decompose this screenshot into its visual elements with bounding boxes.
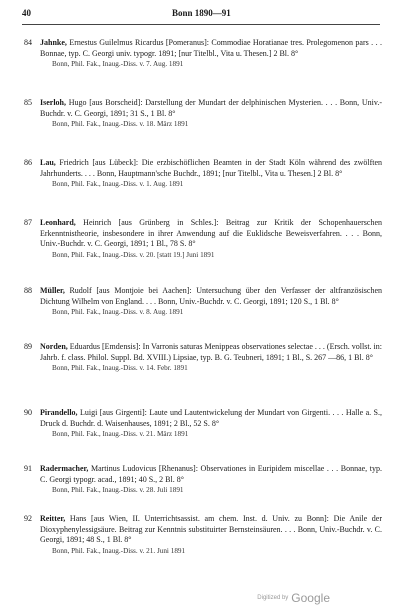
entry-number: 92 bbox=[24, 514, 32, 523]
entry-body bbox=[40, 98, 382, 119]
entry-number: 90 bbox=[24, 408, 32, 417]
entry-author: Leonhard, bbox=[40, 218, 76, 227]
entry-body bbox=[40, 286, 382, 307]
entry-body bbox=[40, 464, 382, 485]
entry-text: Ernestus Guilelmus Ricardus [Pomeranus]: Commodiae Horatianae tres. Prolegomenon pars . . . Bonnae, typ. C. Georgi univ. typogr. 1891; [nur Titelbl., Vita u. Thesen.] 2 Bl. 8° bbox=[40, 38, 382, 58]
entry-dissertation-note: Bonn, Phil. Fak., Inaug.-Diss. v. 28. Juli 1891 bbox=[52, 486, 184, 495]
entry-body bbox=[40, 514, 382, 546]
entry-91 bbox=[12, 464, 382, 495]
entry-dissertation-note: Bonn, Phil. Fak., Inaug.-Diss. v. 8. Aug. 1891 bbox=[52, 308, 184, 317]
entry-85 bbox=[12, 98, 382, 129]
entry-author: Pirandello, bbox=[40, 408, 78, 417]
entry-body bbox=[40, 408, 382, 429]
entry-number: 87 bbox=[24, 218, 32, 227]
entry-dissertation-note: Bonn, Phil. Fak., Inaug.-Diss. v. 21. Juni 1891 bbox=[52, 546, 186, 555]
entry-text: Hans [aus Wien, II. Unterrichtsassist. am chem. Inst. d. Univ. zu Bonn]: Die Anile der Dioxyphenylessigsäure. Beitrag zur Kenntnis substituirter Bernsteinsäuren. . . . Bonn, Univ.-Buchdr. v. C. Georgi, 1891; 48 S., 1 Bl. 8° bbox=[40, 514, 382, 545]
entry-author: Reitter, bbox=[40, 514, 66, 523]
running-title: Bonn 1890—91 bbox=[172, 8, 231, 18]
digitized-by-text: Digitized by bbox=[257, 594, 289, 601]
entry-89 bbox=[12, 342, 382, 373]
entry-body bbox=[40, 218, 382, 250]
entry-dissertation-note: Bonn, Phil. Fak., Inaug.-Diss. v. 7. Aug. 1891 bbox=[52, 60, 184, 69]
entry-number: 86 bbox=[24, 158, 32, 167]
entry-number: 89 bbox=[24, 342, 32, 351]
entry-86 bbox=[12, 158, 382, 189]
entry-author: Jahnke, bbox=[40, 38, 67, 47]
page-number: 40 bbox=[22, 8, 31, 18]
entry-dissertation-note: Bonn, Phil. Fak., Inaug.-Diss. v. 21. März 1891 bbox=[52, 430, 189, 439]
entry-body bbox=[40, 342, 382, 363]
entry-text: Martinus Ludovicus [Rhenanus]: Observationes in Euripidem miscellae . . . Bonnae, typ. C. Georgi typogr. acad., 1891; 40 S., 2 Bl. 8° bbox=[40, 464, 382, 484]
entry-text: Friedrich [aus Lübeck]: Die erzbischöflichen Beamten in der Stadt Köln während des zwölften Jahrhunderts. . . . Bonn, Hauptmann'sche Buchdr., 1891; [nur Titelbl., Vita u. Thesen.] 2 Bl. 8° bbox=[40, 158, 382, 178]
google-logo: Google bbox=[291, 590, 330, 605]
entry-number: 88 bbox=[24, 286, 32, 295]
entry-number: 84 bbox=[24, 38, 32, 47]
entry-84 bbox=[12, 38, 382, 69]
entry-text: Rudolf [aus Montjoie bei Aachen]: Untersuchung über den Verfasser der altfranzösischen Dichtung Wilhelm von England. . . . Bonn, Univ.-Buchdr. v. C. Georgi, 1891; 120 S., 1 Bl. 8° bbox=[40, 286, 382, 306]
entry-author: Radermacher, bbox=[40, 464, 89, 473]
entry-text: Heinrich [aus Grünberg in Schles.]: Beitrag zur Kritik der Schopenhauerschen Erkenntnistheorie, insbesondere in ihrer Anwendung auf die Euklidsche Beweisverfahren. . . . Bonn, Univ.-Buchdr. v. C. Georgi, 1891; 1 Bl., 78 S. 8° bbox=[40, 218, 382, 249]
entry-author: Müller, bbox=[40, 286, 65, 295]
entry-text: Luigi [aus Girgenti]: Laute und Lautentwickelung der Mundart von Girgenti. . . . Halle a. S., Druck d. Buchdr. d. Waisenhauses, 1891; 2 Bl., 52 S. 8° bbox=[40, 408, 382, 428]
entry-92 bbox=[12, 514, 382, 556]
entry-author: Norden, bbox=[40, 342, 68, 351]
entry-body bbox=[40, 38, 382, 59]
entry-dissertation-note: Bonn, Phil. Fak., Inaug.-Diss. v. 18. März 1891 bbox=[52, 120, 189, 129]
page-header bbox=[22, 8, 382, 22]
entry-author: Lau, bbox=[40, 158, 56, 167]
entry-number: 91 bbox=[24, 464, 32, 473]
entry-87 bbox=[12, 218, 382, 260]
entry-author: Iserloh, bbox=[40, 98, 66, 107]
entry-dissertation-note: Bonn, Phil. Fak., Inaug.-Diss. v. 14. Febr. 1891 bbox=[52, 364, 188, 373]
entry-body bbox=[40, 158, 382, 179]
entry-90 bbox=[12, 408, 382, 439]
entry-dissertation-note: Bonn, Phil. Fak., Inaug.-Diss. v. 1. Aug. 1891 bbox=[52, 180, 184, 189]
header-rule bbox=[22, 24, 380, 25]
entry-dissertation-note: Bonn, Phil. Fak., Inaug.-Diss. v. 20. [statt 19.] Juni 1891 bbox=[52, 250, 215, 259]
entry-text: Hugo [aus Borscheid]: Darstellung der Mundart der delphinischen Mysterien. . . . Bonn, Univ.-Buchdr. v. C. Georgi, 1891; 31 S., 1 Bl. 8° bbox=[40, 98, 382, 118]
entry-text: Eduardus [Emdensis]: In Varronis saturas Menippeas observationes selectae . . . (Ersch. vollst. in: Jahrb. f. class. Philol. Suppl. Bd. XVIII.) Lipsiae, typ. B. G. Teubneri, 1891; 1 Bl., S. 267 —86, 1 Bl. 8° bbox=[40, 342, 383, 362]
digitized-by-google-watermark bbox=[257, 589, 330, 607]
entry-number: 85 bbox=[24, 98, 32, 107]
entry-88 bbox=[12, 286, 382, 317]
